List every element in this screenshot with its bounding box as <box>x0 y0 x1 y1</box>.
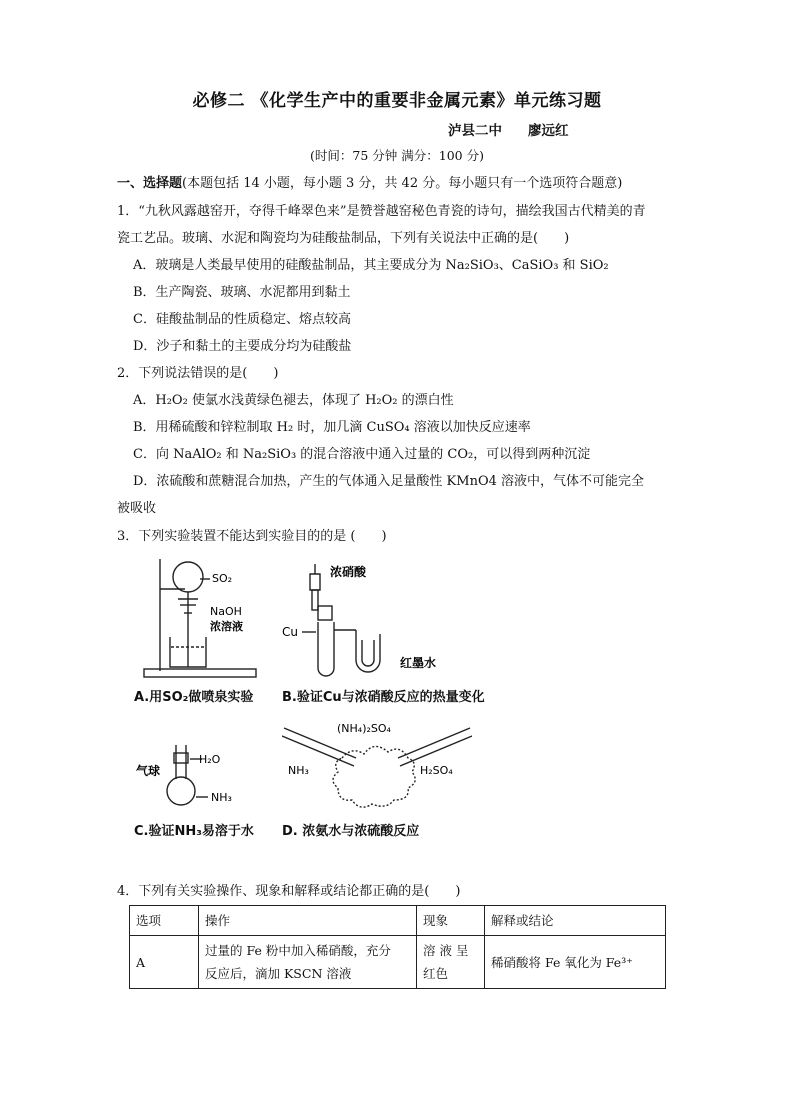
q2-option-d-2: 被吸收 <box>117 501 157 516</box>
figure-b-cu-nitric-apparatus <box>280 560 470 685</box>
fig-b-metal-label: Cu <box>282 625 298 639</box>
fig-d-top-label: (NH₄)₂SO₄ <box>337 722 391 735</box>
section-heading <box>117 172 622 191</box>
q2-option-c: C．向 NaAlO₂ 和 Na₂SiO₃ 的混合溶液中通入过量的 CO₂，可以得到两种沉淀 <box>133 447 591 462</box>
q1-option-b: B．生产陶瓷、玻璃、水泥都用到黏土 <box>133 285 351 300</box>
fig-a-reagent1-label: NaOH <box>210 605 242 618</box>
section-desc: (本题包括 14 小题，每小题 3 分，共 42 分。每小题只有一个选项符合题意) <box>182 176 623 191</box>
q2-stem: 2．下列说法错误的是( ) <box>117 366 279 381</box>
fig-c-balloon-label: 气球 <box>136 764 161 778</box>
table-cell-phenomenon <box>417 936 485 989</box>
exam-meta: (时间：75 分钟 满分：100 分) <box>310 148 484 163</box>
q2-option-a: A．H₂O₂ 使氯水浅黄绿色褪去，体现了 H₂O₂ 的漂白性 <box>133 393 454 408</box>
author-line <box>448 119 595 139</box>
q1-option-c: C．硅酸盐制品的性质稳定、熔点较高 <box>133 312 351 327</box>
fig-b-acid-label: 浓硝酸 <box>330 565 367 579</box>
table-header-row <box>130 906 666 936</box>
fig-b-caption: B.验证Cu与浓硝酸反应的热量变化 <box>282 690 485 705</box>
fig-d-right-label: H₂SO₄ <box>420 764 453 777</box>
fig-a-caption: A.用SO₂做喷泉实验 <box>134 690 254 705</box>
phenomenon-line-1: 溶 液 呈 <box>423 943 469 958</box>
section-title: 一、选择题 <box>117 176 183 191</box>
fig-c-water-label: H₂O <box>199 753 221 766</box>
q2-option-b: B．用稀硫酸和锌粒制取 H₂ 时，加几滴 CuSO₄ 溶液以加快反应速率 <box>133 420 531 435</box>
fig-d-caption: D. 浓氨水与浓硫酸反应 <box>282 824 420 839</box>
figure-a-fountain-apparatus <box>140 555 270 685</box>
fig-c-caption: C.验证NH₃易溶于水 <box>134 824 254 839</box>
phenomenon-line-2: 红色 <box>423 966 449 981</box>
fig-a-reagent2-label: 浓溶液 <box>210 620 243 633</box>
table-header-cell: 操作 <box>199 906 417 936</box>
q3-stem: 3．下列实验装置不能达到实验目的的是 ( ) <box>117 529 387 544</box>
table-cell-conclusion: 稀硝酸将 Fe 氧化为 Fe³⁺ <box>485 936 666 989</box>
table-header-cell: 解释或结论 <box>485 906 666 936</box>
q1-option-a: A．玻璃是人类最早使用的硅酸盐制品，其主要成分为 Na₂SiO₃、CaSiO₃ 和 SiO₂ <box>133 258 609 273</box>
table-cell-operation <box>199 936 417 989</box>
operation-line-2: 反应后，滴加 KSCN 溶液 <box>205 966 352 981</box>
page-title: 必修二 《化学生产中的重要非金属元素》单元练习题 <box>192 91 602 111</box>
table-row <box>130 936 666 989</box>
author-school: 泸县二中 <box>448 123 502 139</box>
q1-stem-2: 瓷工艺品。玻璃、水泥和陶瓷均为硅酸盐制品，下列有关说法中正确的是( ) <box>117 231 570 246</box>
q4-stem: 4．下列有关实验操作、现象和解释或结论都正确的是( ) <box>117 884 461 899</box>
fig-b-ink-label: 红墨水 <box>400 656 437 670</box>
q1-stem-1: 1．“九秋风露越窑开，夺得千峰翠色来”是赞誉越窑秘色青瓷的诗句，描绘我国古代精美的青 <box>117 204 646 219</box>
q2-option-d-1: D．浓硫酸和蔗糖混合加热，产生的气体通入足量酸性 KMnO4 溶液中，气体不可能完全 <box>133 474 645 489</box>
q4-table <box>129 905 666 989</box>
table-cell-option: A <box>130 936 199 989</box>
operation-line-1: 过量的 Fe 粉中加入稀硝酸，充分 <box>205 943 391 958</box>
table-header-cell: 现象 <box>417 906 485 936</box>
author-name: 廖远红 <box>528 123 569 139</box>
fig-d-left-label: NH₃ <box>288 764 309 777</box>
q1-option-d: D．沙子和黏土的主要成分均为硅酸盐 <box>133 339 352 354</box>
fig-c-gas-label: NH₃ <box>211 791 232 804</box>
figure-c-nh3-apparatus <box>134 735 264 820</box>
table-header-cell: 选项 <box>130 906 199 936</box>
figure-d-ammonia-sulfuric-apparatus <box>282 718 472 818</box>
fig-a-gas-label: SO₂ <box>212 572 233 585</box>
